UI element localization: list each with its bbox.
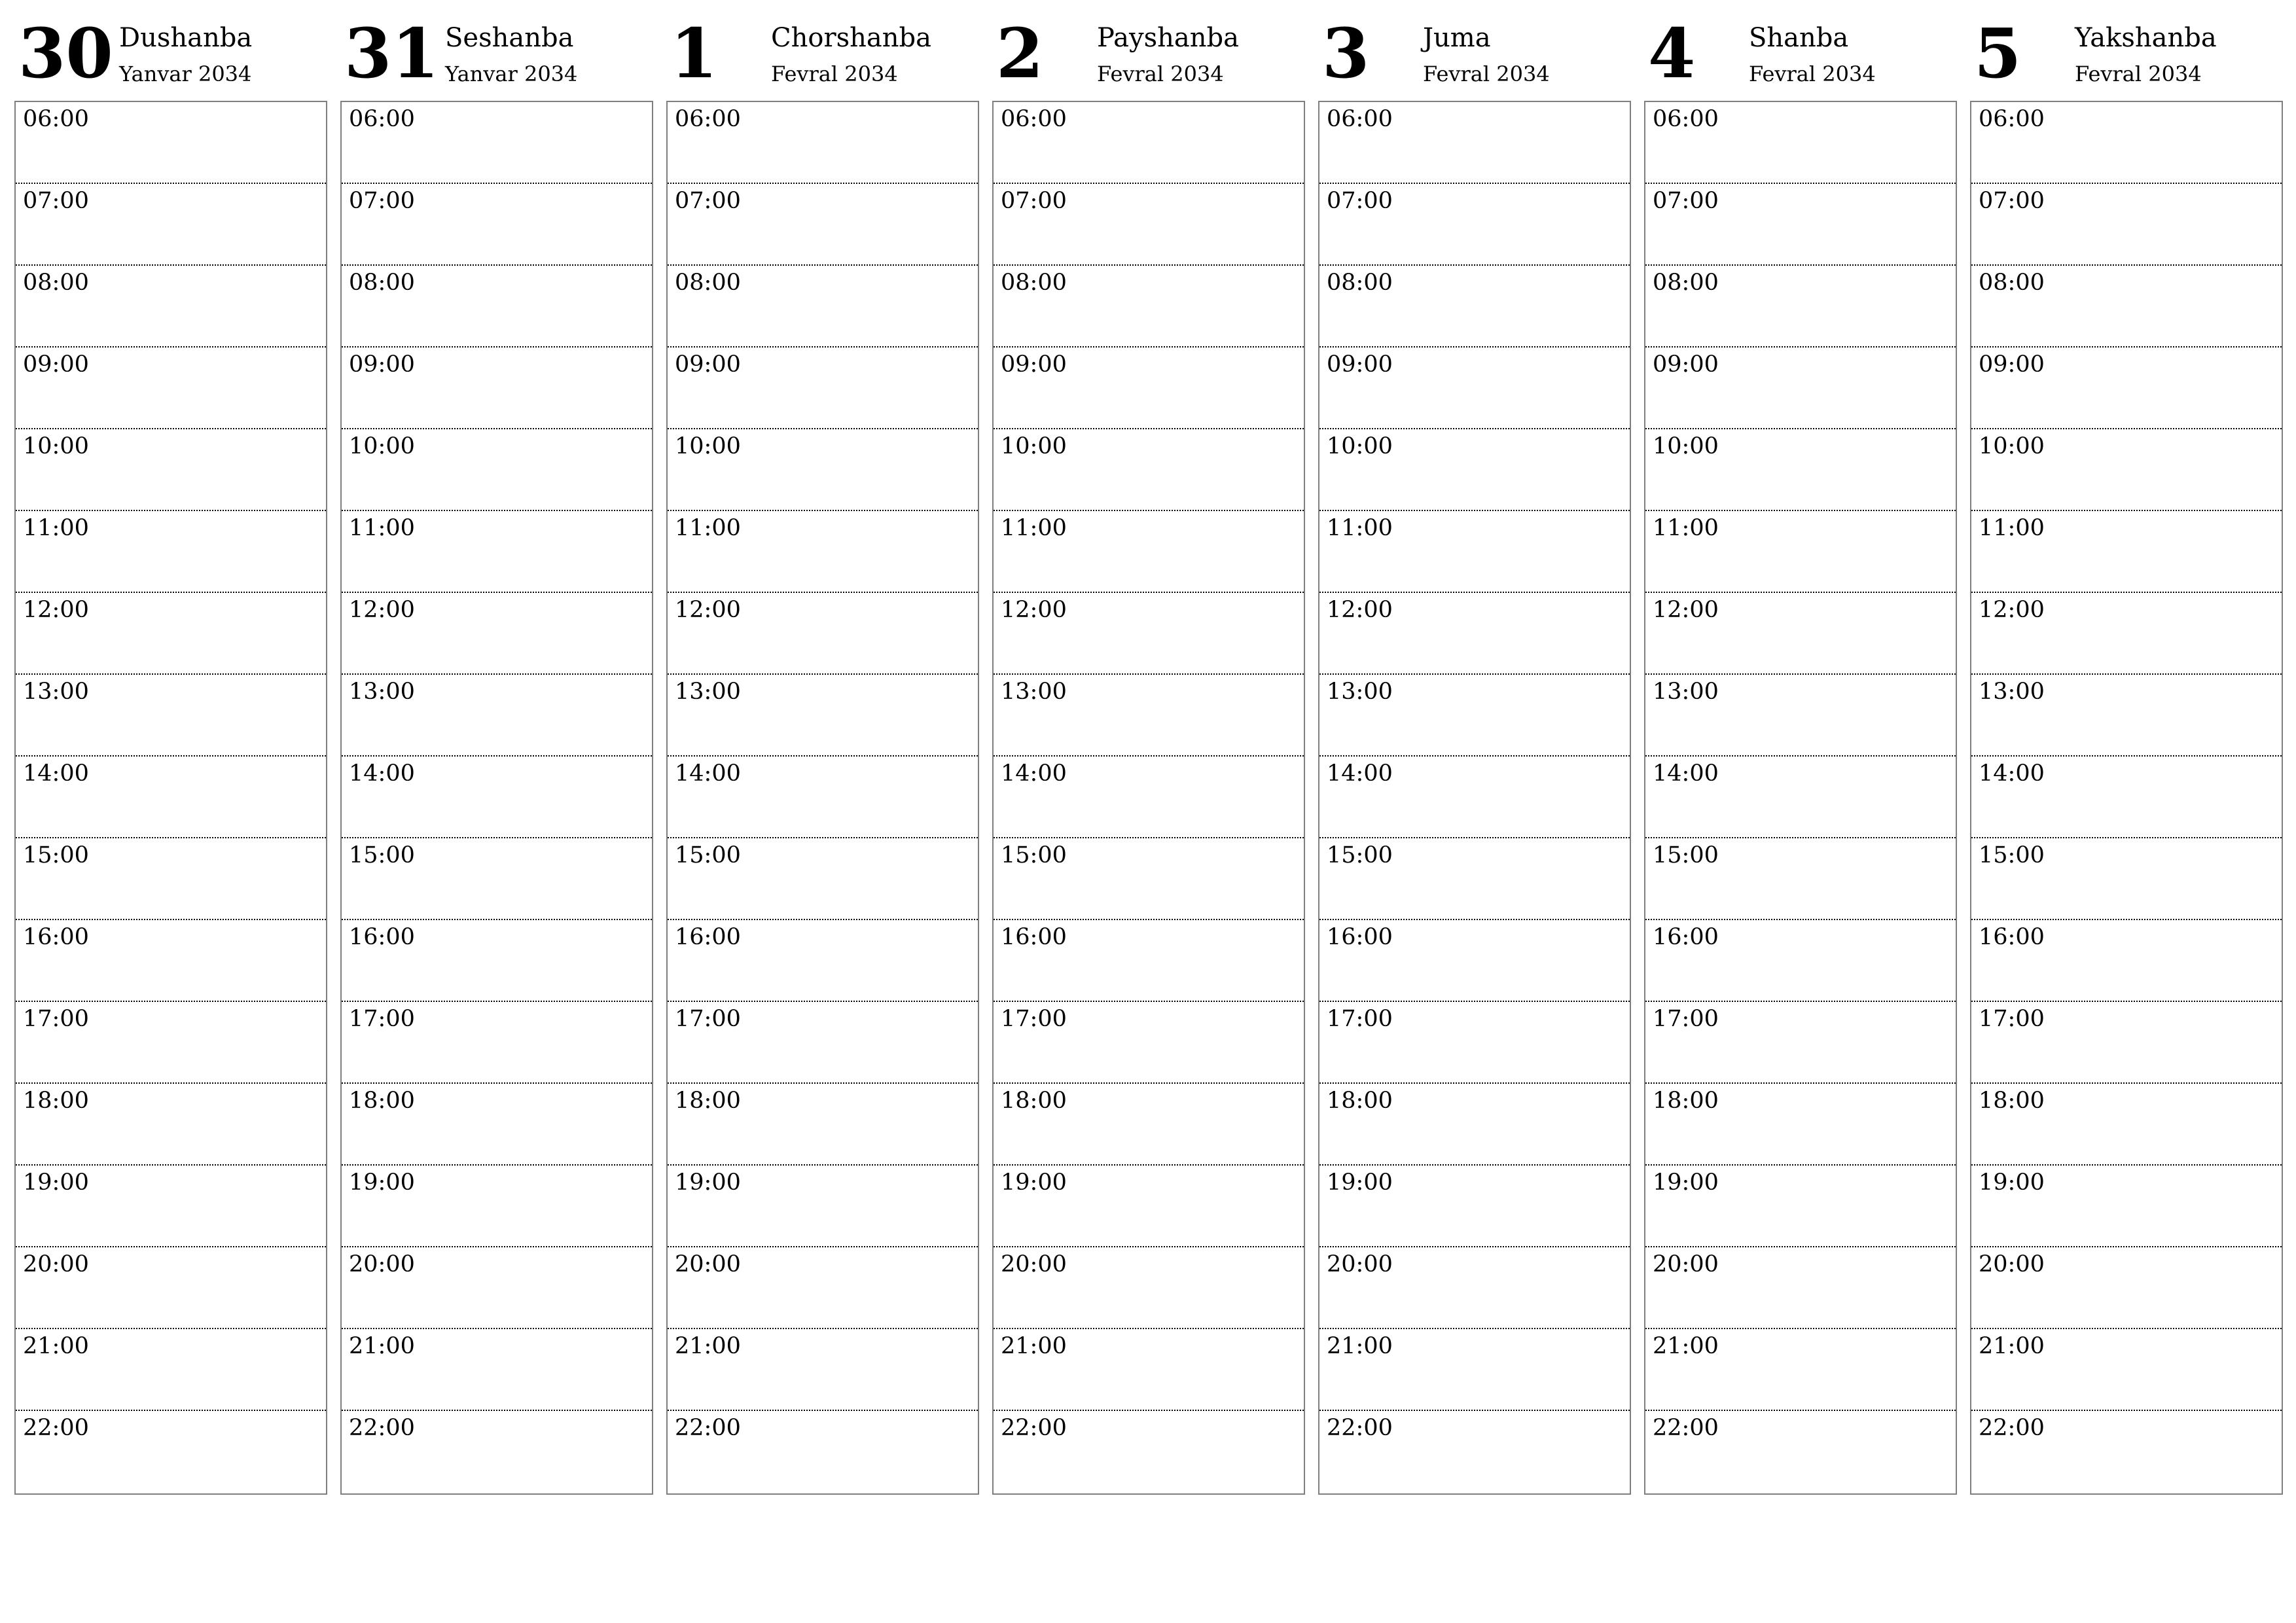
time-slot-label: 22:00: [1979, 1415, 2045, 1441]
day-number: 1: [670, 13, 718, 94]
time-slot-label: 21:00: [1327, 1333, 1393, 1359]
time-slot[interactable]: [342, 266, 652, 348]
time-slot[interactable]: [1971, 348, 2282, 429]
time-slot-label: 17:00: [1327, 1006, 1393, 1032]
time-slot-label: 10:00: [1979, 433, 2045, 459]
time-slot[interactable]: [668, 1329, 978, 1411]
time-slot-label: 08:00: [1653, 270, 1719, 296]
time-slot-label: 16:00: [23, 924, 89, 950]
time-slot-label: 15:00: [1653, 842, 1719, 868]
time-slot[interactable]: [16, 184, 326, 266]
time-slot-label: 12:00: [349, 597, 415, 623]
time-slot[interactable]: [994, 675, 1304, 757]
time-slot[interactable]: [1971, 1329, 2282, 1411]
time-slot-label: 21:00: [675, 1333, 741, 1359]
time-slot[interactable]: [342, 1329, 652, 1411]
time-slot-label: 14:00: [1001, 760, 1067, 787]
time-slot-label: 20:00: [675, 1251, 741, 1277]
time-slot[interactable]: [994, 348, 1304, 429]
time-slot-label: 17:00: [1653, 1006, 1719, 1032]
time-slot[interactable]: [16, 757, 326, 838]
time-slot[interactable]: [668, 1002, 978, 1084]
day-header: [1970, 0, 2283, 99]
time-slot[interactable]: [668, 266, 978, 348]
time-slot-label: 20:00: [1979, 1251, 2045, 1277]
time-slot-label: 21:00: [349, 1333, 415, 1359]
time-slot-label: 06:00: [1001, 106, 1067, 132]
time-slot-label: 11:00: [1653, 515, 1719, 541]
time-slot[interactable]: [994, 1247, 1304, 1329]
time-slot[interactable]: [1319, 348, 1630, 429]
time-slot-label: 16:00: [675, 924, 741, 950]
time-slot[interactable]: [1319, 266, 1630, 348]
time-slot-label: 17:00: [23, 1006, 89, 1032]
time-slot[interactable]: [342, 1084, 652, 1166]
weekday-name: Chorshanba: [771, 23, 931, 53]
time-slot[interactable]: [994, 102, 1304, 184]
time-slot-label: 12:00: [1653, 597, 1719, 623]
time-slot[interactable]: [994, 511, 1304, 593]
time-slot-label: 13:00: [1979, 679, 2045, 705]
time-slot-label: 22:00: [1653, 1415, 1719, 1441]
month-year-label: Fevral 2034: [2075, 62, 2202, 86]
time-slot-label: 08:00: [675, 270, 741, 296]
time-slot-label: 13:00: [1653, 679, 1719, 705]
time-slot-label: 07:00: [349, 188, 415, 214]
time-slot-label: 16:00: [1653, 924, 1719, 950]
day-schedule-grid: [1644, 101, 1957, 1495]
time-slot[interactable]: [1319, 757, 1630, 838]
time-slot-label: 12:00: [1001, 597, 1067, 623]
time-slot[interactable]: [1645, 1247, 1956, 1329]
time-slot[interactable]: [668, 1166, 978, 1247]
time-slot-label: 18:00: [675, 1088, 741, 1114]
time-slot-label: 09:00: [1979, 351, 2045, 378]
time-slot[interactable]: [994, 429, 1304, 511]
time-slot[interactable]: [994, 838, 1304, 920]
time-slot-label: 18:00: [349, 1088, 415, 1114]
day-column: [1970, 0, 2283, 1441]
time-slot-label: 21:00: [1653, 1333, 1719, 1359]
time-slot-label: 12:00: [23, 597, 89, 623]
time-slot-label: 15:00: [1979, 842, 2045, 868]
time-slot-label: 20:00: [1327, 1251, 1393, 1277]
day-header: [666, 0, 979, 99]
time-slot[interactable]: [994, 1329, 1304, 1411]
time-slot-label: 18:00: [1001, 1088, 1067, 1114]
weekday-name: Seshanba: [445, 23, 574, 53]
time-slot[interactable]: [16, 429, 326, 511]
time-slot[interactable]: [1319, 184, 1630, 266]
month-year-label: Fevral 2034: [771, 62, 898, 86]
day-header: [1644, 0, 1957, 99]
time-slot[interactable]: [994, 184, 1304, 266]
weekday-name: Dushanba: [119, 23, 253, 53]
time-slot[interactable]: [16, 1166, 326, 1247]
time-slot-label: 08:00: [349, 270, 415, 296]
time-slot-label: 14:00: [349, 760, 415, 787]
time-slot[interactable]: [342, 920, 652, 1002]
time-slot-label: 22:00: [1327, 1415, 1393, 1441]
time-slot[interactable]: [1971, 838, 2282, 920]
time-slot-label: 09:00: [349, 351, 415, 378]
time-slot[interactable]: [16, 1411, 326, 1493]
time-slot[interactable]: [1319, 1002, 1630, 1084]
time-slot[interactable]: [1645, 429, 1956, 511]
day-schedule-grid: [14, 101, 327, 1495]
time-slot[interactable]: [1645, 184, 1956, 266]
time-slot[interactable]: [342, 1411, 652, 1493]
day-header: [340, 0, 653, 99]
weekday-name: Shanba: [1749, 23, 1849, 53]
time-slot-label: 06:00: [1653, 106, 1719, 132]
time-slot[interactable]: [1319, 920, 1630, 1002]
day-number: 31: [344, 13, 439, 94]
time-slot[interactable]: [16, 1084, 326, 1166]
weekday-name: Payshanba: [1097, 23, 1239, 53]
time-slot[interactable]: [1971, 1166, 2282, 1247]
time-slot[interactable]: [668, 348, 978, 429]
time-slot-label: 07:00: [1653, 188, 1719, 214]
time-slot[interactable]: [16, 511, 326, 593]
time-slot[interactable]: [668, 675, 978, 757]
time-slot[interactable]: [342, 184, 652, 266]
weekday-name: Yakshanba: [2075, 23, 2217, 53]
time-slot[interactable]: [1319, 102, 1630, 184]
time-slot-label: 15:00: [675, 842, 741, 868]
time-slot[interactable]: [16, 920, 326, 1002]
time-slot-label: 11:00: [675, 515, 741, 541]
time-slot-label: 09:00: [1327, 351, 1393, 378]
time-slot-label: 19:00: [1327, 1169, 1393, 1196]
time-slot[interactable]: [1319, 838, 1630, 920]
time-slot[interactable]: [1971, 184, 2282, 266]
day-column: [340, 0, 653, 1441]
time-slot[interactable]: [1645, 348, 1956, 429]
month-year-label: Fevral 2034: [1097, 62, 1224, 86]
time-slot-label: 16:00: [349, 924, 415, 950]
time-slot-label: 07:00: [1327, 188, 1393, 214]
time-slot-label: 12:00: [1979, 597, 2045, 623]
time-slot-label: 09:00: [1001, 351, 1067, 378]
time-slot-label: 11:00: [1001, 515, 1067, 541]
time-slot[interactable]: [1971, 102, 2282, 184]
time-slot-label: 07:00: [1979, 188, 2045, 214]
time-slot[interactable]: [994, 593, 1304, 675]
time-slot-label: 22:00: [349, 1415, 415, 1441]
time-slot-label: 16:00: [1001, 924, 1067, 950]
time-slot[interactable]: [1319, 1247, 1630, 1329]
time-slot-label: 06:00: [1327, 106, 1393, 132]
day-number: 5: [1974, 13, 2022, 94]
time-slot-label: 10:00: [1653, 433, 1719, 459]
time-slot[interactable]: [1645, 593, 1956, 675]
time-slot[interactable]: [1319, 1166, 1630, 1247]
time-slot-label: 07:00: [1001, 188, 1067, 214]
time-slot[interactable]: [668, 184, 978, 266]
time-slot-label: 20:00: [1001, 1251, 1067, 1277]
time-slot-label: 18:00: [1327, 1088, 1393, 1114]
time-slot[interactable]: [342, 593, 652, 675]
time-slot-label: 13:00: [23, 679, 89, 705]
time-slot[interactable]: [1645, 838, 1956, 920]
time-slot-label: 19:00: [349, 1169, 415, 1196]
time-slot-label: 11:00: [349, 515, 415, 541]
time-slot-label: 21:00: [1979, 1333, 2045, 1359]
time-slot-label: 17:00: [1979, 1006, 2045, 1032]
day-column: [1318, 0, 1631, 1441]
time-slot-label: 16:00: [1979, 924, 2045, 950]
time-slot-label: 21:00: [1001, 1333, 1067, 1359]
month-year-label: Fevral 2034: [1749, 62, 1876, 86]
time-slot[interactable]: [1645, 511, 1956, 593]
day-number: 2: [996, 13, 1044, 94]
time-slot-label: 10:00: [1327, 433, 1393, 459]
time-slot[interactable]: [1319, 1084, 1630, 1166]
time-slot[interactable]: [1645, 1002, 1956, 1084]
time-slot-label: 10:00: [349, 433, 415, 459]
day-schedule-grid: [666, 101, 979, 1495]
time-slot-label: 19:00: [23, 1169, 89, 1196]
day-header: [1318, 0, 1631, 99]
time-slot-label: 08:00: [23, 270, 89, 296]
day-number: 4: [1648, 13, 1696, 94]
time-slot[interactable]: [994, 266, 1304, 348]
time-slot-label: 18:00: [23, 1088, 89, 1114]
day-column: [14, 0, 327, 1441]
day-column: [992, 0, 1305, 1441]
time-slot[interactable]: [16, 675, 326, 757]
time-slot[interactable]: [1645, 757, 1956, 838]
time-slot-label: 11:00: [23, 515, 89, 541]
time-slot[interactable]: [1645, 1084, 1956, 1166]
time-slot-label: 06:00: [23, 106, 89, 132]
time-slot-label: 10:00: [23, 433, 89, 459]
time-slot[interactable]: [668, 838, 978, 920]
time-slot[interactable]: [668, 593, 978, 675]
time-slot[interactable]: [1645, 266, 1956, 348]
time-slot[interactable]: [668, 1084, 978, 1166]
time-slot-label: 08:00: [1979, 270, 2045, 296]
time-slot[interactable]: [994, 920, 1304, 1002]
time-slot-label: 11:00: [1327, 515, 1393, 541]
time-slot[interactable]: [1971, 1411, 2282, 1493]
month-year-label: Yanvar 2034: [445, 62, 578, 86]
day-number: 30: [18, 13, 113, 94]
time-slot-label: 17:00: [349, 1006, 415, 1032]
day-column: [1644, 0, 1957, 1441]
time-slot-label: 07:00: [23, 188, 89, 214]
time-slot[interactable]: [668, 920, 978, 1002]
time-slot[interactable]: [994, 1002, 1304, 1084]
time-slot-label: 08:00: [1327, 270, 1393, 296]
day-column: [666, 0, 979, 1441]
time-slot[interactable]: [1971, 266, 2282, 348]
day-schedule-grid: [340, 101, 653, 1495]
time-slot[interactable]: [342, 102, 652, 184]
time-slot[interactable]: [1319, 1411, 1630, 1493]
time-slot[interactable]: [1971, 429, 2282, 511]
time-slot[interactable]: [1319, 675, 1630, 757]
time-slot[interactable]: [994, 1166, 1304, 1247]
time-slot[interactable]: [994, 757, 1304, 838]
time-slot-label: 11:00: [1979, 515, 2045, 541]
time-slot[interactable]: [16, 348, 326, 429]
time-slot-label: 15:00: [1327, 842, 1393, 868]
time-slot-label: 12:00: [1327, 597, 1393, 623]
time-slot-label: 15:00: [23, 842, 89, 868]
time-slot[interactable]: [16, 266, 326, 348]
time-slot[interactable]: [16, 1247, 326, 1329]
time-slot-label: 06:00: [349, 106, 415, 132]
time-slot-label: 13:00: [1327, 679, 1393, 705]
time-slot[interactable]: [16, 838, 326, 920]
time-slot[interactable]: [16, 1329, 326, 1411]
time-slot-label: 16:00: [1327, 924, 1393, 950]
time-slot-label: 14:00: [23, 760, 89, 787]
time-slot-label: 20:00: [1653, 1251, 1719, 1277]
time-slot[interactable]: [668, 511, 978, 593]
time-slot-label: 09:00: [23, 351, 89, 378]
time-slot[interactable]: [1645, 675, 1956, 757]
time-slot[interactable]: [1971, 511, 2282, 593]
time-slot-label: 13:00: [675, 679, 741, 705]
time-slot[interactable]: [1319, 593, 1630, 675]
time-slot-label: 06:00: [1979, 106, 2045, 132]
time-slot[interactable]: [342, 838, 652, 920]
time-slot[interactable]: [1319, 511, 1630, 593]
time-slot-label: 21:00: [23, 1333, 89, 1359]
time-slot-label: 07:00: [675, 188, 741, 214]
time-slot[interactable]: [342, 757, 652, 838]
time-slot-label: 10:00: [1001, 433, 1067, 459]
time-slot[interactable]: [994, 1084, 1304, 1166]
day-schedule-grid: [1970, 101, 2283, 1495]
time-slot[interactable]: [668, 102, 978, 184]
time-slot-label: 20:00: [23, 1251, 89, 1277]
time-slot-label: 12:00: [675, 597, 741, 623]
time-slot-label: 22:00: [23, 1415, 89, 1441]
time-slot[interactable]: [16, 593, 326, 675]
time-slot-label: 22:00: [675, 1415, 741, 1441]
day-schedule-grid: [1318, 101, 1631, 1495]
time-slot-label: 08:00: [1001, 270, 1067, 296]
time-slot[interactable]: [668, 1247, 978, 1329]
time-slot[interactable]: [342, 511, 652, 593]
time-slot[interactable]: [342, 1166, 652, 1247]
month-year-label: Yanvar 2034: [119, 62, 252, 86]
time-slot-label: 14:00: [1327, 760, 1393, 787]
time-slot[interactable]: [1645, 102, 1956, 184]
time-slot[interactable]: [668, 757, 978, 838]
time-slot-label: 13:00: [349, 679, 415, 705]
time-slot[interactable]: [16, 1002, 326, 1084]
time-slot[interactable]: [342, 1247, 652, 1329]
time-slot-label: 18:00: [1653, 1088, 1719, 1114]
time-slot[interactable]: [342, 1002, 652, 1084]
time-slot[interactable]: [668, 1411, 978, 1493]
time-slot-label: 20:00: [349, 1251, 415, 1277]
time-slot[interactable]: [1645, 1166, 1956, 1247]
time-slot[interactable]: [1971, 757, 2282, 838]
day-header: [14, 0, 327, 99]
time-slot[interactable]: [16, 102, 326, 184]
time-slot-label: 17:00: [1001, 1006, 1067, 1032]
time-slot[interactable]: [668, 429, 978, 511]
time-slot-label: 14:00: [1653, 760, 1719, 787]
time-slot[interactable]: [1971, 1002, 2282, 1084]
day-number: 3: [1322, 13, 1370, 94]
time-slot[interactable]: [994, 1411, 1304, 1493]
weekday-name: Juma: [1423, 23, 1491, 53]
time-slot-label: 09:00: [675, 351, 741, 378]
time-slot-label: 15:00: [1001, 842, 1067, 868]
time-slot[interactable]: [1645, 920, 1956, 1002]
time-slot[interactable]: [1645, 1329, 1956, 1411]
time-slot-label: 19:00: [1979, 1169, 2045, 1196]
time-slot[interactable]: [1971, 1247, 2282, 1329]
time-slot[interactable]: [342, 429, 652, 511]
time-slot-label: 06:00: [675, 106, 741, 132]
time-slot-label: 09:00: [1653, 351, 1719, 378]
time-slot[interactable]: [1319, 1329, 1630, 1411]
time-slot[interactable]: [1971, 593, 2282, 675]
time-slot-label: 14:00: [1979, 760, 2045, 787]
month-year-label: Fevral 2034: [1423, 62, 1550, 86]
time-slot[interactable]: [1971, 920, 2282, 1002]
time-slot[interactable]: [1971, 1084, 2282, 1166]
time-slot-label: 18:00: [1979, 1088, 2045, 1114]
time-slot-label: 10:00: [675, 433, 741, 459]
time-slot[interactable]: [342, 675, 652, 757]
time-slot-label: 15:00: [349, 842, 415, 868]
time-slot-label: 17:00: [675, 1006, 741, 1032]
time-slot-label: 14:00: [675, 760, 741, 787]
time-slot-label: 22:00: [1001, 1415, 1067, 1441]
day-schedule-grid: [992, 101, 1305, 1495]
time-slot-label: 19:00: [1001, 1169, 1067, 1196]
day-header: [992, 0, 1305, 99]
time-slot-label: 19:00: [675, 1169, 741, 1196]
time-slot[interactable]: [1319, 429, 1630, 511]
time-slot[interactable]: [1971, 675, 2282, 757]
time-slot-label: 19:00: [1653, 1169, 1719, 1196]
time-slot[interactable]: [342, 348, 652, 429]
time-slot-label: 13:00: [1001, 679, 1067, 705]
time-slot[interactable]: [1645, 1411, 1956, 1493]
